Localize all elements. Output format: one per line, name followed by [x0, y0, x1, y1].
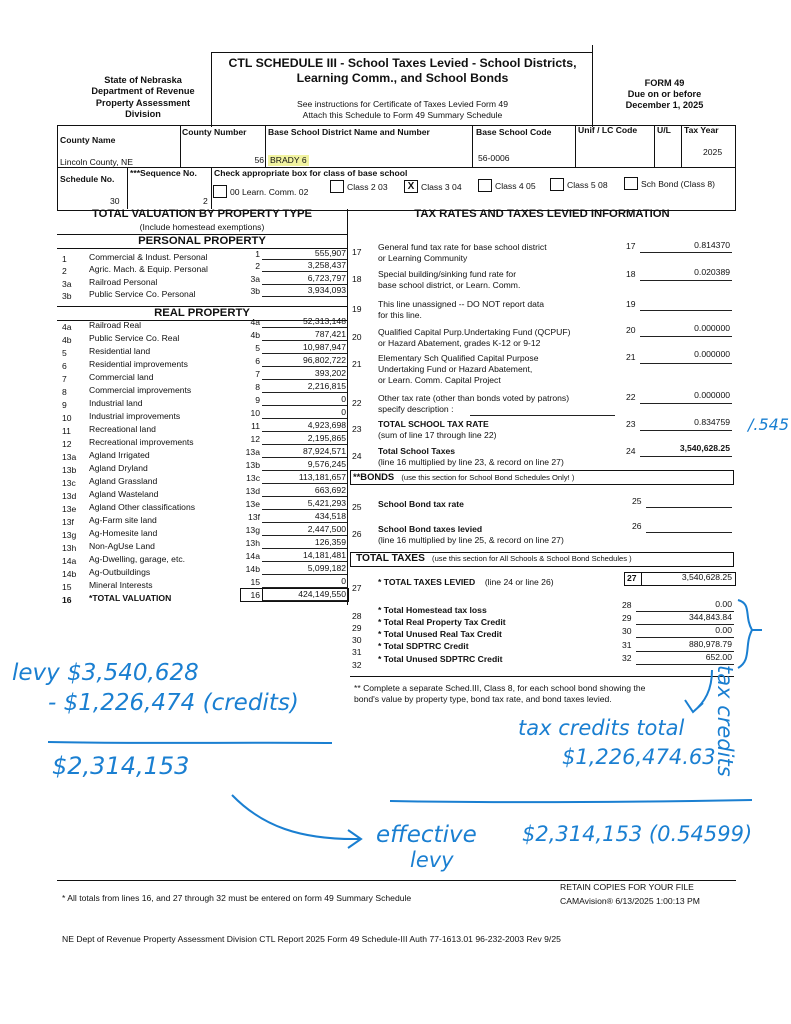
valuation-line-number: 4b	[62, 335, 72, 345]
valuation-label: Residential land	[89, 346, 151, 356]
real-property-header: REAL PROPERTY	[154, 307, 250, 319]
state-line: State of Nebraska	[104, 75, 182, 85]
valuation-value: 4,923,698	[307, 420, 346, 430]
line31-value: 880,978.79	[688, 639, 732, 649]
handwritten-result: $2,314,153	[52, 752, 190, 780]
line27-value: 3,540,628.25	[681, 572, 732, 582]
line24-value: 3,540,628.25	[679, 443, 730, 453]
valuation-label: Industrial land	[89, 398, 143, 408]
underline-left	[48, 742, 332, 743]
county-number-header: County Number	[182, 127, 247, 137]
valuation-value: 2,216,815	[307, 381, 346, 391]
line-number: 30	[352, 635, 362, 645]
valuation-line-code: 11	[251, 421, 260, 431]
handwritten-credits-total-amount: $1,226,474.63	[562, 745, 716, 769]
valuation-line-number: 3a	[62, 279, 72, 289]
line27-label: * TOTAL TAXES LEVIED (line 24 or line 26)	[378, 577, 554, 587]
valuation-line-code: 13d	[245, 486, 260, 496]
line23-label: TOTAL SCHOOL TAX RATE (sum of line 17 through line 22)	[378, 419, 497, 440]
line-number: 22	[352, 398, 362, 408]
line22-value: 0.000000	[694, 390, 730, 400]
credits-bracket	[738, 600, 752, 668]
line-number: 21	[352, 359, 362, 369]
valuation-label: Agric. Mach. & Equip. Personal	[89, 264, 208, 274]
valuation-value: 5,421,293	[307, 498, 346, 508]
schedule-no-header: Schedule No.	[60, 174, 115, 184]
credits-arrow	[685, 670, 712, 712]
valuation-line-code: 8	[255, 382, 260, 392]
valuation-value: 9,576,245	[307, 459, 346, 469]
total-taxes-header: TOTAL TAXES (use this section for All Schools & School Bond Schedules )	[356, 553, 632, 564]
valuation-line-number: 13e	[62, 504, 77, 514]
line-code: 23	[626, 419, 636, 429]
valuation-line-code: 13h	[245, 538, 260, 548]
form-title-line1: CTL SCHEDULE III - School Taxes Levied - School Districts,	[228, 56, 577, 70]
line-number: 31	[352, 647, 362, 657]
line-code: 22	[626, 392, 636, 402]
valuation-line-code: 9	[255, 395, 260, 405]
sequence-no-header: ***Sequence No.	[130, 168, 197, 178]
valuation-label: Recreational land	[89, 424, 156, 434]
valuation-line-code: 2	[255, 261, 260, 271]
line-number: 17	[352, 247, 362, 257]
handwritten-effective-amount: $2,314,153 (0.54599)	[522, 822, 753, 846]
line-code: 28	[622, 600, 632, 610]
handwritten-effective: effective	[376, 822, 477, 848]
valuation-value: 52,313,148	[302, 316, 346, 326]
valuation-value: 126,359	[314, 537, 346, 547]
report-footer: NE Dept of Revenue Property Assessment Division CTL Report 2025 Form 49 Schedule-III Auth 77-1613.01 96-232-2003 Rev 9/25	[62, 934, 561, 944]
state-line: Property Assessment	[95, 97, 191, 108]
line-number: 25	[352, 502, 362, 512]
class-label: 00 Learn. Comm. 02	[230, 187, 309, 197]
handwritten-credits-total: tax credits total	[518, 716, 685, 740]
line23-value: 0.834759	[694, 417, 730, 427]
form-number: FORM 49	[644, 78, 685, 88]
class-checkbox-checked[interactable]: X	[404, 180, 418, 193]
valuation-line-code: 4b	[250, 330, 260, 340]
line-number: 18	[352, 274, 362, 284]
line-code: 20	[626, 325, 636, 335]
valuation-label: Commercial land	[89, 372, 154, 382]
line-code: 30	[622, 626, 632, 636]
valuation-line-number: 13h	[62, 543, 77, 553]
line28-value: 0.00	[715, 599, 732, 609]
line18-label: Special building/sinking fund rate for base school district, or Learn. Comm.	[378, 269, 521, 290]
valuation-label: *TOTAL VALUATION	[89, 593, 172, 603]
valuation-line-code: 3a	[250, 274, 260, 284]
valuation-value: 434,518	[314, 511, 346, 521]
line21-value: 0.000000	[694, 349, 730, 359]
line-code: 24	[626, 446, 636, 456]
valuation-line-number: 8	[62, 387, 67, 397]
valuation-label: Agland Irrigated	[89, 450, 150, 460]
valuation-value: 663,692	[314, 485, 346, 495]
line-code: 21	[626, 352, 636, 362]
valuation-label: Railroad Personal	[89, 277, 158, 287]
valuation-line-number: 7	[62, 374, 67, 384]
valuation-line-code: 13g	[245, 525, 260, 535]
line-code: 18	[626, 269, 636, 279]
valuation-label: Ag-Outbuildings	[89, 567, 151, 577]
valuation-line-number: 13f	[62, 517, 74, 527]
class-label: Class 5 08	[567, 180, 608, 190]
valuation-line-code: 10	[250, 408, 260, 418]
bond-note: ** Complete a separate Sched.III, Class 8, for each school bond showing the bond's value by property type, bond tax rate, and bond taxes levied.	[354, 683, 646, 704]
class-label: Class 2 03	[347, 182, 388, 192]
line-number: 28	[352, 611, 362, 621]
line25-label: School Bond tax rate	[378, 499, 464, 509]
sequence-no-value: 2	[203, 196, 208, 206]
county-name-value: Lincoln County, NE	[60, 157, 133, 167]
line24-label: Total School Taxes (line 16 multiplied by line 23, & record on line 27)	[378, 446, 564, 467]
line30-label: * Total Unused Real Tax Credit	[378, 629, 502, 639]
cama-timestamp: CAMAvision® 6/13/2025 1:00:13 PM	[560, 896, 700, 906]
line17-value: 0.814370	[694, 240, 730, 250]
valuation-line-code: 13f	[248, 512, 260, 522]
line18-value: 0.020389	[694, 267, 730, 277]
valuation-line-code: 12	[250, 434, 260, 444]
line-code: 29	[622, 613, 632, 623]
valuation-line-code: 4a	[250, 317, 260, 327]
valuation-line-number: 10	[62, 413, 72, 423]
valuation-value: 113,181,657	[298, 472, 346, 482]
valuation-line-number: 1	[62, 254, 67, 264]
valuation-line-code: 13c	[246, 473, 260, 483]
line30-value: 0.00	[715, 625, 732, 635]
valuation-value: 0	[341, 576, 346, 586]
state-line: Division	[125, 108, 161, 119]
valuation-subtitle: (Include homestead exemptions)	[139, 222, 265, 232]
county-number-value: 56	[254, 155, 264, 165]
valuation-line-number: 6	[62, 361, 67, 371]
line31-label: * Total SDPTRC Credit	[378, 641, 469, 651]
valuation-value: 3,258,437	[307, 260, 346, 270]
county-name-header: County Name	[60, 135, 116, 145]
line32-label: * Total Unused SDPTRC Credit	[378, 654, 503, 664]
valuation-line-code: 1	[255, 249, 260, 259]
line29-label: * Total Real Property Tax Credit	[378, 617, 506, 627]
valuation-line-code: 14a	[245, 551, 260, 561]
line-code: 31	[622, 640, 632, 650]
valuation-line-number: 3b	[62, 291, 72, 301]
valuation-line-code: 5	[255, 343, 260, 353]
valuation-label: Agland Grassland	[89, 476, 158, 486]
handwritten-rate: /.545	[748, 415, 790, 434]
valuation-line-number: 13a	[62, 452, 77, 462]
valuation-line-number: 15	[62, 582, 72, 592]
valuation-line-number: 9	[62, 400, 67, 410]
valuation-value: 555,907	[314, 248, 346, 258]
underline-right	[390, 800, 752, 802]
valuation-line-code: 13b	[245, 460, 260, 470]
valuation-line-number: 13d	[62, 491, 77, 501]
valuation-line-number: 5	[62, 348, 67, 358]
class-label: Class 4 05	[495, 181, 536, 191]
line-code: 26	[632, 521, 642, 531]
district-value: BRADY 6	[270, 155, 307, 165]
class-check-header: Check appropriate box for class of base school	[214, 168, 408, 178]
valuation-label: Railroad Real	[89, 320, 142, 330]
line26-label: School Bond taxes levied (line 16 multiplied by line 25, & record on line 27)	[378, 524, 564, 545]
class-label: Class 3 04	[421, 182, 462, 192]
line32-value: 652.00	[705, 652, 732, 662]
due-date: December 1, 2025	[625, 100, 704, 110]
tax-year-value: 2025	[703, 147, 723, 157]
valuation-line-code: 14b	[245, 564, 260, 574]
valuation-value: 14,181,481	[302, 550, 346, 560]
valuation-line-number: 12	[62, 439, 72, 449]
form-title-line2: Learning Comm., and School Bonds	[296, 71, 509, 85]
bonds-header: **BONDS (use this section for School Bond Schedules Only! )	[353, 471, 575, 482]
valuation-line-number: 13b	[62, 465, 77, 475]
handwritten-tax-credits-side: tax credits	[713, 665, 737, 777]
valuation-value: 787,421	[314, 329, 346, 339]
valuation-line-number: 2	[62, 266, 67, 276]
valuation-line-code: 13e	[245, 499, 260, 509]
schedule-no-value: 30	[110, 196, 120, 206]
valuation-label: Agland Dryland	[89, 463, 148, 473]
valuation-value: 96,802,722	[302, 355, 346, 365]
valuation-label: Mineral Interests	[89, 580, 153, 590]
valuation-line-number: 4a	[62, 322, 72, 332]
line17-label: General fund tax rate for base school district or Learning Community	[378, 242, 547, 263]
line-number: 20	[352, 332, 362, 342]
effective-arrow	[232, 795, 361, 848]
valuation-line-number: 16	[62, 595, 72, 605]
valuation-line-number: 14a	[62, 556, 77, 566]
valuation-value: 0	[341, 407, 346, 417]
valuation-line-code: 16	[250, 590, 260, 600]
valuation-value: 0	[341, 394, 346, 404]
valuation-line-code: 15	[250, 577, 260, 587]
retain-copies: RETAIN COPIES FOR YOUR FILE	[560, 882, 694, 892]
line-code: 19	[626, 299, 636, 309]
valuation-value: 5,099,182	[307, 563, 346, 573]
valuation-line-code: 13a	[245, 447, 260, 457]
valuation-label: Ag-Homesite land	[89, 528, 158, 538]
personal-property-header: PERSONAL PROPERTY	[138, 235, 266, 247]
class-label: Sch Bond (Class 8)	[641, 179, 716, 189]
valuation-value: 2,195,865	[307, 433, 346, 443]
handwritten-levy: levy $3,540,628	[12, 660, 199, 686]
line20-value: 0.000000	[694, 323, 730, 333]
line-number: 27	[352, 583, 362, 593]
footer-note: * All totals from lines 16, and 27 through 32 must be entered on form 49 Summary Schedule	[62, 893, 412, 903]
valuation-value: 3,934,093	[307, 285, 346, 295]
line22-label: Other tax rate (other than bonds voted by patrons) specify description :	[378, 393, 570, 414]
valuation-line-code: 6	[255, 356, 260, 366]
valuation-label: Ag-Dwelling, garage, etc.	[89, 554, 186, 564]
unif-code-header: Unif / LC Code	[578, 125, 638, 135]
valuation-label: Non-AgUse Land	[89, 541, 155, 551]
valuation-value: 424,149,550	[298, 589, 346, 599]
handwritten-credits: - $1,226,474 (credits)	[48, 690, 299, 716]
tax-year-header: Tax Year	[684, 125, 719, 135]
valuation-line-number: 11	[62, 426, 71, 436]
valuation-label: Ag-Farm site land	[89, 515, 157, 525]
instruction-line: See instructions for Certificate of Taxes Levied Form 49	[297, 99, 508, 109]
handwritten-levy-word: levy	[410, 848, 454, 872]
line-code: 32	[622, 653, 632, 663]
line-number: 26	[352, 529, 362, 539]
line-number: 32	[352, 660, 362, 670]
line19-label: This line unassigned -- DO NOT report data for this line.	[378, 299, 545, 320]
ul-header: U/L	[657, 125, 671, 135]
district-header: Base School District Name and Number	[268, 127, 430, 137]
line-number: 19	[352, 304, 362, 314]
valuation-line-code: 3b	[250, 286, 260, 296]
valuation-label: Public Service Co. Real	[89, 333, 180, 343]
line21-label: Elementary Sch Qualified Capital Purpose Undertaking Fund or Hazard Abatement, or Learn. Comm. Capital Project	[378, 353, 539, 385]
valuation-value: 2,447,500	[307, 524, 346, 534]
valuation-value: 6,723,797	[307, 273, 346, 283]
line-number: 29	[352, 623, 362, 633]
valuation-label: Commercial improvements	[89, 385, 192, 395]
valuation-label: Residential improvements	[89, 359, 188, 369]
line-number: 23	[352, 424, 362, 434]
state-line: Department of Revenue	[91, 86, 195, 97]
line28-label: * Total Homestead tax loss	[378, 605, 487, 615]
valuation-line-number: 14b	[62, 569, 77, 579]
instruction-line: Attach this Schedule to Form 49 Summary Schedule	[302, 110, 503, 120]
line-code: 17	[626, 241, 636, 251]
school-code-header: Base School Code	[476, 127, 552, 137]
valuation-value: 10,987,947	[302, 342, 346, 352]
valuation-line-number: 13c	[62, 478, 76, 488]
valuation-value: 393,202	[314, 368, 346, 378]
valuation-value: 87,924,571	[302, 446, 346, 456]
valuation-title: TOTAL VALUATION BY PROPERTY TYPE	[91, 208, 313, 220]
school-code-value: 56-0006	[478, 153, 510, 163]
line-code: 25	[632, 496, 642, 506]
valuation-label: Industrial improvements	[89, 411, 181, 421]
line-code: 27	[627, 573, 637, 583]
valuation-label: Agland Wasteland	[89, 489, 159, 499]
valuation-label: Agland Other classifications	[89, 502, 196, 512]
valuation-label: Commercial & Indust. Personal	[89, 252, 208, 262]
valuation-label: Public Service Co. Personal	[89, 289, 196, 299]
valuation-label: Recreational improvements	[89, 437, 194, 447]
due-label: Due on or before	[627, 89, 702, 99]
line29-value: 344,843.84	[688, 612, 732, 622]
valuation-line-code: 7	[255, 369, 260, 379]
valuation-line-number: 13g	[62, 530, 77, 540]
line20-label: Qualified Capital Purp.Undertaking Fund (QCPUF) or Hazard Abatement, grades K-12 or 9-12	[378, 327, 571, 348]
line-number: 24	[352, 451, 362, 461]
tax-rates-title: TAX RATES AND TAXES LEVIED INFORMATION	[414, 208, 670, 220]
